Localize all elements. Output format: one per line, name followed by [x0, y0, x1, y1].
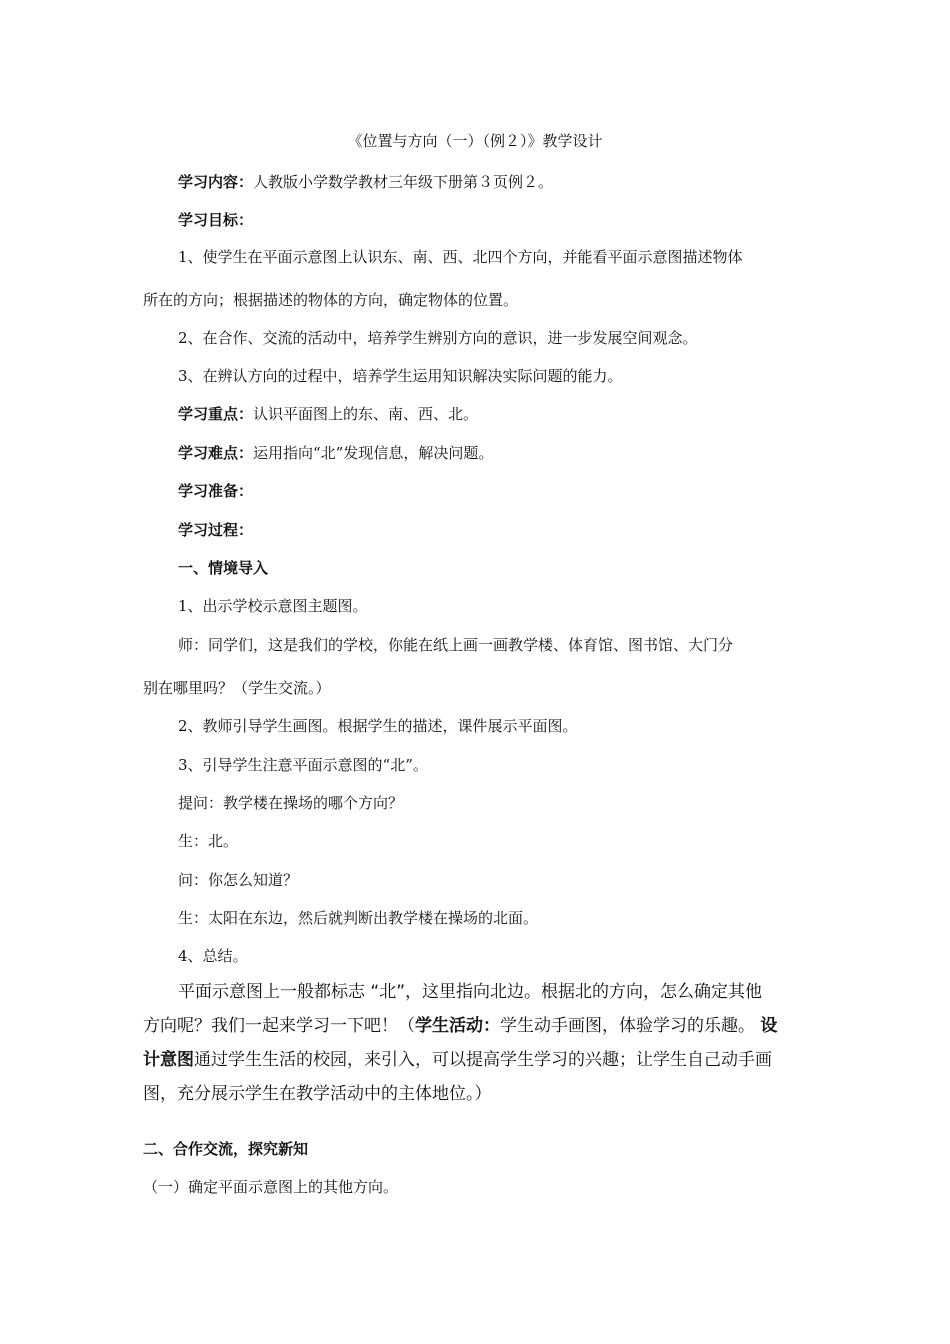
student-activity-text: 学生动手画图，体验学习的乐趣。: [500, 1016, 761, 1036]
key-point-line: [178, 404, 478, 424]
summary-line-4: 图，充分展示学生在教学活动中的主体地位。）: [143, 1084, 492, 1104]
key-point-label: 学习重点：: [178, 405, 254, 423]
section-2-subheading: （一）确定平面示意图上的其他方向。: [143, 1178, 399, 1196]
section-1-step-1: 1、出示学校示意图主题图。: [178, 597, 368, 615]
question-2: 问：你怎么知道？: [178, 871, 299, 889]
summary-line-1: 平面示意图上一般都标志 “北”，这里指向北边。根据北的方向，怎么确定其他: [178, 982, 763, 1002]
design-intent-text: 通过学生生活的校园，来引入，可以提高学生学习的兴趣；让学生自己动手画: [194, 1050, 772, 1070]
summary-line-3: [143, 1048, 772, 1072]
goal-2: 2、在合作、交流的活动中，培养学生辨别方向的意识，进一步发展空间观念。: [178, 329, 698, 347]
key-point-text: 认识平面图上的东、南、西、北。: [253, 405, 479, 423]
section-1-step-4: 4、总结。: [178, 947, 248, 965]
content-label: 学习内容：: [178, 173, 254, 191]
design-label-part-1: 设: [760, 1016, 778, 1036]
question-1: 提问：教学楼在操场的哪个方向？: [178, 794, 404, 812]
process-label: 学习过程：: [178, 521, 254, 539]
section-2-heading: 二、合作交流，探究新知: [143, 1140, 309, 1158]
section-1-step-2: 2、教师引导学生画图。根据学生的描述，课件展示平面图。: [178, 717, 578, 735]
design-label-part-2: 计意图: [143, 1050, 194, 1070]
section-1-heading: 一、情境导入: [178, 559, 269, 577]
answer-2: 生：太阳在东边，然后就判断出教学楼在操场的北面。: [178, 909, 539, 927]
preparation-label: 学习准备：: [178, 482, 254, 500]
student-activity-label: 学生活动：: [415, 1016, 500, 1036]
content-line: [178, 172, 553, 192]
goal-3: 3、在辨认方向的过程中，培养学生运用知识解决实际问题的能力。: [178, 367, 623, 385]
teacher-line-a: 师：同学们，这是我们的学校，你能在纸上画一画教学楼、体育馆、图书馆、大门分: [178, 636, 734, 654]
summary-text-a: 方向呢？我们一起来学习一下吧！（: [143, 1016, 415, 1036]
page-title: 《位置与方向（一）（例２）》教学设计: [347, 132, 603, 150]
goal-1-line-a: 1、使学生在平面示意图上认识东、南、西、北四个方向，并能看平面示意图描述物体: [178, 248, 743, 266]
goal-1-line-b: 所在的方向；根据描述的物体的方向，确定物体的位置。: [143, 291, 519, 309]
goals-label: 学习目标：: [178, 211, 254, 229]
difficulty-text: 运用指向“北”发现信息，解决问题。: [253, 444, 494, 462]
teacher-line-b: 别在哪里吗？（学生交流。）: [143, 679, 331, 697]
section-1-step-3: 3、引导学生注意平面示意图的“北”。: [178, 756, 428, 774]
answer-1: 生：北。: [178, 832, 239, 850]
difficulty-label: 学习难点：: [178, 444, 254, 462]
difficulty-line: [178, 443, 493, 463]
summary-line-2: [143, 1014, 777, 1038]
content-text: 人教版小学数学教材三年级下册第３页例２。: [253, 173, 554, 191]
